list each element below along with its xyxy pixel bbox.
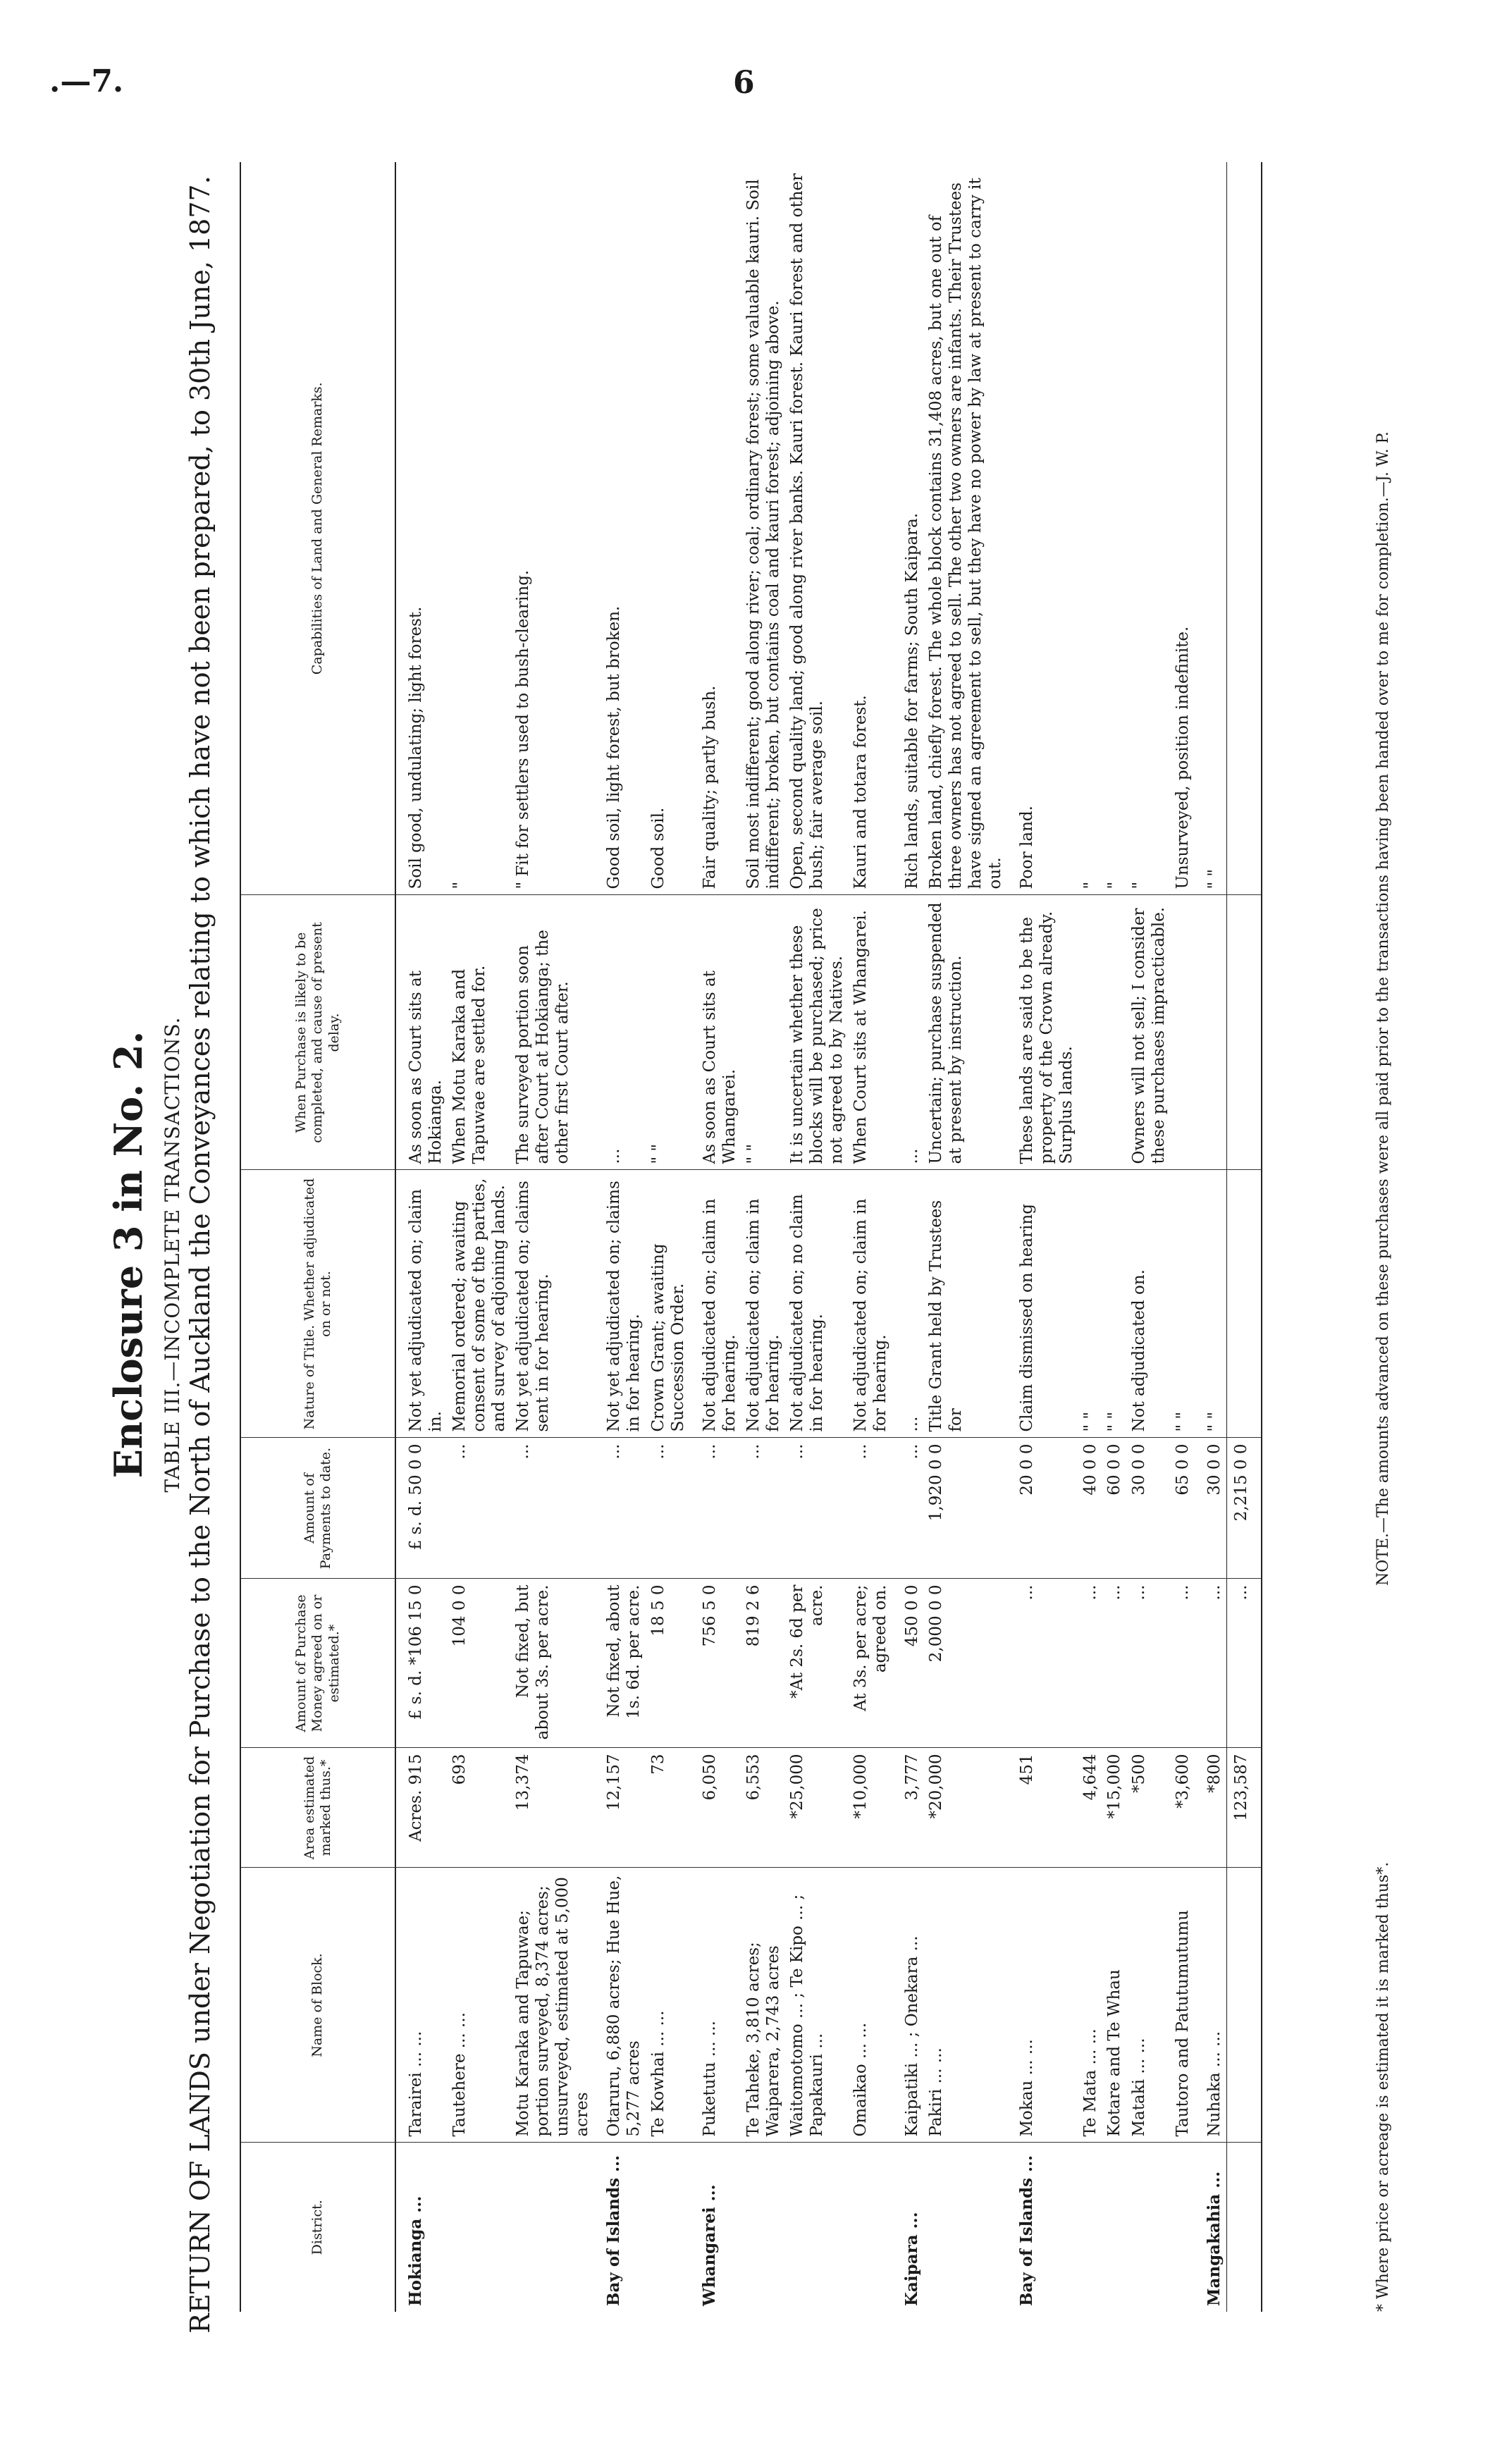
area-cell: Acres. 915: [395, 1748, 448, 1868]
block-cell: Mataki ... ...: [1127, 1868, 1171, 2143]
paid-cell: ...: [785, 1438, 849, 1579]
remarks-cell: Open, second quality land; good along river banks. Kauri forest. Kauri forest and other bush; fair average soil.: [785, 162, 849, 895]
table-row: [741, 162, 785, 2312]
title-cell: Not yet adjudicated on; claims in for hearing.: [594, 1170, 646, 1438]
completion-cell: " ": [741, 895, 785, 1170]
area-cell: 73: [646, 1748, 690, 1868]
district-cell: Hokianga ...: [406, 2195, 425, 2306]
paid-cell: ...: [892, 1438, 924, 1579]
rotated-page-content: [106, 155, 1431, 2354]
block-cell: Kaipatiki ... ; Onekara ...: [892, 1868, 924, 2143]
block-cell: Puketutu ... ...: [690, 1868, 741, 2143]
paid-cell: ...: [741, 1438, 785, 1579]
paid-cell: 1,920 0 0: [924, 1438, 1007, 1579]
title-cell: Not yet adjudicated on; claims sent in for hearing.: [511, 1170, 594, 1438]
table-row: [1078, 162, 1102, 2312]
table-row: [1171, 162, 1195, 2312]
completion-cell: " ": [646, 895, 690, 1170]
title-cell: " ": [1078, 1170, 1102, 1438]
district-cell: Mangakahia ...: [1204, 2171, 1224, 2306]
completion-cell: The surveyed portion soon after Court at Hokianga; the other first Court after.: [511, 895, 594, 1170]
remarks-cell: ": [1127, 162, 1171, 895]
title-cell: Not yet adjudicated on; claim in.: [395, 1170, 448, 1438]
header-nature-of-title: Nature of Title. Whether adjudicated on or not.: [240, 1170, 395, 1438]
district-cell: [511, 2143, 594, 2312]
district-cell: Whangarei ...: [699, 2184, 719, 2306]
remarks-cell: " Fit for settlers used to bush-clearing.: [511, 162, 594, 895]
completion-cell: Owners will not sell; I consider these purchases impracticable.: [1127, 895, 1171, 1170]
area-cell: *25,000: [785, 1748, 849, 1868]
title-cell: Memorial ordered; awaiting consent of some of the parties, and survey of adjoining lands.: [448, 1170, 511, 1438]
footnote: * Where price or acreage is estimated it is marked thus*.: [1374, 1861, 1392, 2312]
block-cell: Tautehere ... ...: [448, 1868, 511, 2143]
completion-cell: [1078, 895, 1102, 1170]
table-row: [892, 162, 924, 2312]
area-cell: 451: [1007, 1748, 1078, 1868]
completion-cell: When Court sits at Whangarei.: [849, 895, 892, 1170]
block-cell: Nuhaka ... ...: [1195, 1868, 1227, 2143]
price-cell: ...: [1195, 1579, 1227, 1748]
header-area: Area estimated marked thus.*: [240, 1748, 395, 1868]
table-row: [690, 162, 741, 2312]
title-cell: " ": [1102, 1170, 1126, 1438]
block-cell: Motu Karaka and Tapuwae; portion surveyed, 8,374 acres; unsurveyed, estimated at 5,000 acres: [511, 1868, 594, 2143]
title-cell: Not adjudicated on.: [1127, 1170, 1171, 1438]
area-cell: *3,600: [1171, 1748, 1195, 1868]
header-payments: Amount of Payments to date.: [240, 1438, 395, 1579]
price-cell: ...: [1007, 1579, 1078, 1748]
completion-cell: [1195, 895, 1227, 1170]
price-cell: 819 2 6: [741, 1579, 785, 1748]
header-name-of-block: Name of Block.: [240, 1868, 395, 2143]
page-number: 6: [733, 65, 755, 101]
district-cell: [1102, 2143, 1126, 2312]
area-cell: *500: [1127, 1748, 1171, 1868]
completion-cell: These lands are said to be the property of the Crown already. Surplus lands.: [1007, 895, 1078, 1170]
remarks-cell: ": [1102, 162, 1126, 895]
lands-return-table: [240, 162, 1262, 2312]
title-cell: " ": [1195, 1170, 1227, 1438]
table-header-row: [240, 162, 395, 2312]
area-cell: 3,777: [892, 1748, 924, 1868]
paid-cell: 20 0 0: [1007, 1438, 1078, 1579]
header-purchase-money: Amount of Purchase Money agreed on or estimated.*: [240, 1579, 395, 1748]
block-cell: Otaruru, 6,880 acres; Hue Hue, 5,277 acres: [594, 1868, 646, 2143]
remarks-cell: Kauri and totara forest.: [849, 162, 892, 895]
block-cell: Mokau ... ...: [1007, 1868, 1078, 2143]
district-cell: [1171, 2143, 1195, 2312]
totals-spacer: [1226, 895, 1262, 1170]
price-cell: 756 5 0: [690, 1579, 741, 1748]
table-row: [594, 162, 646, 2312]
table-row: [785, 162, 849, 2312]
completion-cell: [1171, 895, 1195, 1170]
totals-row: [1226, 162, 1262, 2312]
table-row: [511, 162, 594, 2312]
district-cell: [924, 2143, 1007, 2312]
remarks-cell: Rich lands, suitable for farms; South Kaipara.: [892, 162, 924, 895]
total-area: 123,587: [1226, 1748, 1262, 1868]
block-cell: Tarairei ... ...: [395, 1868, 448, 2143]
paid-cell: ...: [849, 1438, 892, 1579]
paid-cell: ...: [511, 1438, 594, 1579]
price-cell: 104 0 0: [448, 1579, 511, 1748]
remarks-cell: Soil most indifferent; good along river; coal; ordinary forest; some valuable kauri. Soil indifferent; broken, but contains coal and kauri forest; adjoining above.: [741, 162, 785, 895]
remarks-cell: Poor land.: [1007, 162, 1078, 895]
price-cell: ...: [1171, 1579, 1195, 1748]
price-cell: At 3s. per acre; agreed on.: [849, 1579, 892, 1748]
totals-spacer: [1226, 1868, 1262, 2143]
title-cell: Not adjudicated on; no claim in for hearing.: [785, 1170, 849, 1438]
title-cell: Claim dismissed on hearing: [1007, 1170, 1078, 1438]
block-cell: Tautoro and Patutumutumu: [1171, 1868, 1195, 2143]
area-cell: *800: [1195, 1748, 1227, 1868]
area-cell: *15,000: [1102, 1748, 1126, 1868]
paid-cell: ...: [690, 1438, 741, 1579]
area-cell: 6,050: [690, 1748, 741, 1868]
totals-spacer: [1226, 1170, 1262, 1438]
table-label: TABLE III.—INCOMPLETE TRANSACTIONS.: [161, 1016, 184, 1493]
paid-cell: ...: [448, 1438, 511, 1579]
block-cell: Te Taheke, 3,810 acres; Waiparera, 2,743 acres: [741, 1868, 785, 2143]
completion-cell: As soon as Court sits at Hokianga.: [395, 895, 448, 1170]
paid-cell: 30 0 0: [1195, 1438, 1227, 1579]
remarks-cell: Good soil, light forest, but broken.: [594, 162, 646, 895]
block-cell: Kotare and Te Whau: [1102, 1868, 1126, 2143]
table-row: [849, 162, 892, 2312]
table-row: [395, 162, 448, 2312]
district-cell: [849, 2143, 892, 2312]
table-row: [1102, 162, 1126, 2312]
title-cell: ...: [892, 1170, 924, 1438]
paid-cell: 65 0 0: [1171, 1438, 1195, 1579]
paid-cell: 60 0 0: [1102, 1438, 1126, 1579]
completion-cell: When Motu Karaka and Tapuwae are settled for.: [448, 895, 511, 1170]
district-cell: [741, 2143, 785, 2312]
totals-spacer: [1226, 2143, 1262, 2312]
district-cell: [448, 2143, 511, 2312]
block-cell: Waitomotomo ... ; Te Kipo ... ; Papakauri ...: [785, 1868, 849, 2143]
completion-cell: Uncertain; purchase suspended at present by instruction.: [924, 895, 1007, 1170]
district-cell: [646, 2143, 690, 2312]
title-cell: Not adjudicated on; claim in for hearing.: [690, 1170, 741, 1438]
district-cell: Bay of Islands ...: [604, 2155, 624, 2306]
block-cell: Omaikao ... ...: [849, 1868, 892, 2143]
enclosure-heading: Enclosure 3 in No. 2.: [106, 1030, 151, 1479]
paid-cell: 40 0 0: [1078, 1438, 1102, 1579]
paid-cell: £ s. d. 50 0 0: [395, 1438, 448, 1579]
block-cell: Te Kowhai ... ...: [646, 1868, 690, 2143]
price-cell: 450 0 0: [892, 1579, 924, 1748]
header-remarks: Capabilities of Land and General Remarks.: [240, 162, 395, 895]
district-cell: [1078, 2143, 1102, 2312]
title-cell: Crown Grant; awaiting Succession Order.: [646, 1170, 690, 1438]
price-cell: Not fixed, but about 3s. per acre.: [511, 1579, 594, 1748]
price-cell: ...: [1127, 1579, 1171, 1748]
paid-cell: ...: [594, 1438, 646, 1579]
page-label: .—7.: [49, 63, 124, 99]
total-price: ...: [1226, 1579, 1262, 1748]
area-cell: 4,644: [1078, 1748, 1102, 1868]
remarks-cell: ": [448, 162, 511, 895]
price-cell: 18 5 0: [646, 1579, 690, 1748]
return-title: RETURN OF LANDS under Negotiation for Purchase to the North of Auckland the Conveyances relating to which have not been prepared, to 30th June, 1877.: [185, 175, 216, 2334]
remarks-cell: Fair quality; partly bush.: [690, 162, 741, 895]
price-cell: 2,000 0 0: [924, 1579, 1007, 1748]
price-cell: ...: [1102, 1579, 1126, 1748]
remarks-cell: ": [1078, 162, 1102, 895]
table-row: [1127, 162, 1171, 2312]
note: NOTE.—The amounts advanced on these purchases were all paid prior to the transactions having been handed over to me for completion.—J. W. P.: [1374, 431, 1392, 1586]
remarks-cell: " ": [1195, 162, 1227, 895]
title-cell: Not adjudicated on; claim in for hearing.: [741, 1170, 785, 1438]
area-cell: *10,000: [849, 1748, 892, 1868]
area-cell: 693: [448, 1748, 511, 1868]
area-cell: 6,553: [741, 1748, 785, 1868]
price-cell: *At 2s. 6d per acre.: [785, 1579, 849, 1748]
table-row: [448, 162, 511, 2312]
area-cell: 12,157: [594, 1748, 646, 1868]
totals-spacer: [1226, 162, 1262, 895]
completion-cell: As soon as Court sits at Whangarei.: [690, 895, 741, 1170]
district-cell: [785, 2143, 849, 2312]
district-cell: Bay of Islands ...: [1017, 2155, 1037, 2306]
table-row: [646, 162, 690, 2312]
completion-cell: ...: [594, 895, 646, 1170]
header-completion: When Purchase is likely to be completed, and cause of present delay.: [240, 895, 395, 1170]
completion-cell: ...: [892, 895, 924, 1170]
block-cell: Te Mata ... ...: [1078, 1868, 1102, 2143]
remarks-cell: Broken land, chiefly forest. The whole block contains 31,408 acres, but one out of three owners has not agreed to sell. The other two owners are infants. Their Trustees have signed an agreement to sell, but they have no power by law at present to carry it out.: [924, 162, 1007, 895]
remarks-cell: Soil good, undulating; light forest.: [395, 162, 448, 895]
district-cell: [1127, 2143, 1171, 2312]
completion-cell: It is uncertain whether these blocks will be purchased; price not agreed to by Natives.: [785, 895, 849, 1170]
title-cell: Title Grant held by Trustees for: [924, 1170, 1007, 1438]
title-cell: " ": [1171, 1170, 1195, 1438]
total-paid: 2,215 0 0: [1226, 1438, 1262, 1579]
price-cell: ...: [1078, 1579, 1102, 1748]
header-district: District.: [240, 2143, 395, 2312]
completion-cell: [1102, 895, 1126, 1170]
table-row: [1007, 162, 1078, 2312]
district-cell: Kaipara ...: [902, 2212, 922, 2306]
area-cell: 13,374: [511, 1748, 594, 1868]
title-cell: Not adjudicated on; claim in for hearing.: [849, 1170, 892, 1438]
paid-cell: ...: [646, 1438, 690, 1579]
table-row: [924, 162, 1007, 2312]
area-cell: *20,000: [924, 1748, 1007, 1868]
price-cell: Not fixed, about 1s. 6d. per acre.: [594, 1579, 646, 1748]
price-cell: £ s. d. *106 15 0: [395, 1579, 448, 1748]
remarks-cell: Unsurveyed, position indefinite.: [1171, 162, 1195, 895]
table-row: [1195, 162, 1227, 2312]
paid-cell: 30 0 0: [1127, 1438, 1171, 1579]
remarks-cell: Good soil.: [646, 162, 690, 895]
block-cell: Pakiri ... ...: [924, 1868, 1007, 2143]
